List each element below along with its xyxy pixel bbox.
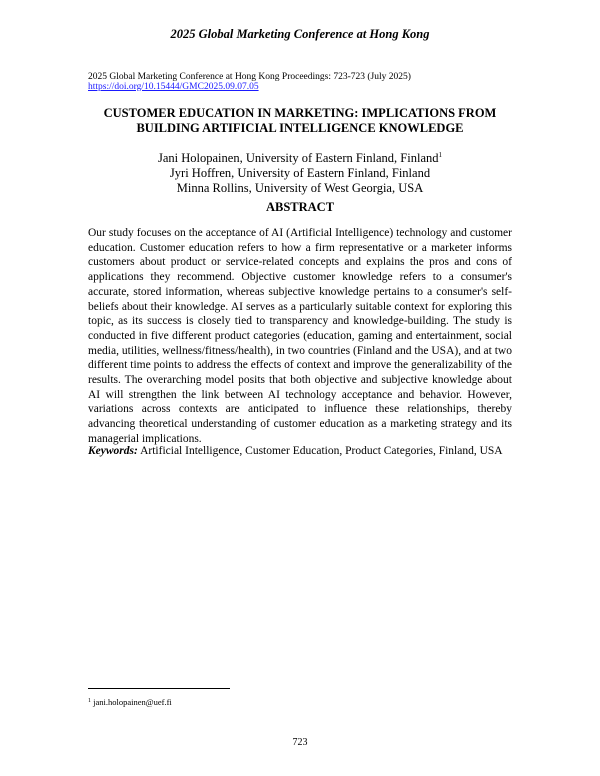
footnote-email: jani.holopainen@uef.fi [93,697,172,707]
keywords-text: Artificial Intelligence, Customer Education, Product Categories, Finland, USA [140,445,503,457]
keywords-label: Keywords: [88,445,138,457]
footnote [88,697,172,707]
footnote-mark: 1 [88,698,91,704]
abstract-heading: ABSTRACT [265,200,335,214]
author-line: Minna Rollins, University of West Georgia, USA [176,181,424,195]
title-line-2: BUILDING ARTIFICIAL INTELLIGENCE KNOWLEDGE [136,121,464,135]
footnote-divider [88,688,230,689]
author-text: Jani Holopainen, University of Eastern Finland, Finland [157,151,439,165]
doi-link[interactable]: https://doi.org/10.15444/GMC2025.09.07.05 [88,82,259,92]
page-number: 723 [292,737,308,748]
abstract-body: Our study focuses on the acceptance of AI (Artificial Intelligence) technology and customer education. Customer education refers to how a firm representative or a marketer informs customers about product or service-related concepts and explains the pros and cons of applications they recommend. Objective customer knowledge refers to a consumer's accurate, stored information, whereas subjective knowledge pertains to a consumer's self-beliefs about their knowledge. AI serves as a particularly suitable context for exploring this topic, as its success is closely tied to transparency and knowledge-building. The study is conducted in five different product categories (education, gaming and entertainment, social media, utilities, wellness/fitness/health), in two countries (Finland and the USA), and at two different time points to address the effects of context and improve the generalizability of the results. The overarching model posits that both objective and subjective knowledge about AI will strengthen the link between AI technology acceptance and behavior. However, variations across contexts are anticipated to influence these relationships, thereby advancing theoretical understanding of customer education as a marketing strategy and its managerial implications. [88,227,512,445]
author-line: Jyri Hoffren, University of Eastern Finland, Finland [169,166,431,180]
author-line [60,148,540,166]
title-line-1: CUSTOMER EDUCATION IN MARKETING: IMPLICATIONS FROM [103,106,497,120]
author-footnote-mark: 1 [438,151,442,159]
keywords [88,444,528,459]
proceedings-citation: 2025 Global Marketing Conference at Hong Kong Proceedings: 723-723 (July 2025) [88,72,411,82]
author-list [60,148,540,196]
running-head: 2025 Global Marketing Conference at Hong Kong [170,27,430,41]
paper-title [60,106,540,136]
